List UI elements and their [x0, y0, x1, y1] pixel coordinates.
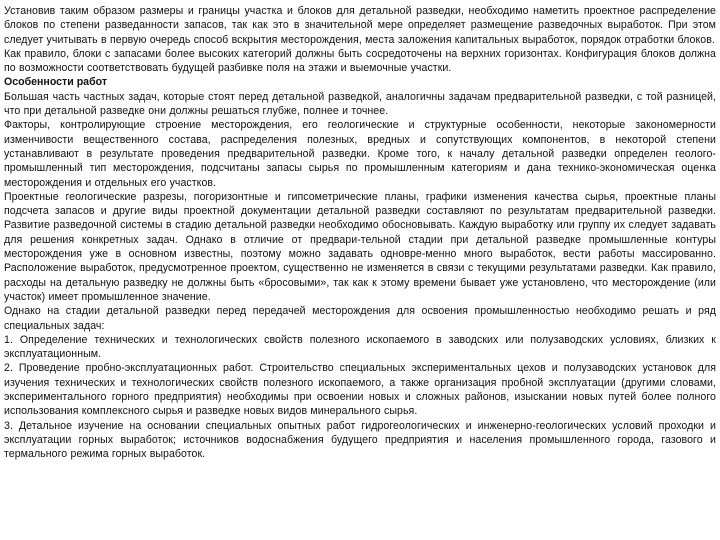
list-item-2: 2. Проведение пробно-эксплуатационных работ. Строительство специальных экспериментальных цехов и полузаводских установок для изучения технических и технологических свойств полезного ископаемого, а также организация пробной эксплуатации (другими словами, экспериментального горного предприятия) необходимы при освоении новых и сложных районов, изыскании новых путей более полного использования комплексного сырья и разведке новых видов минерального сырья. — [4, 362, 716, 418]
list-item-3: 3. Детальное изучение на основании специальных опытных работ гидрогеологических и инженерно-геологических условий проходки и эксплуатации горных выработок; источников водоснабжения будущего предприятия и населения промышленного города, газового и термального режима горных выработок. — [4, 419, 716, 461]
paragraph-tasks: Большая часть частных задач, которые стоят перед детальной разведкой, аналогичны задачам предварительной разведки, с той разницей, что при детальной разведке они должны решаться глубже, полнее и точнее. — [4, 90, 716, 118]
paragraph-block-categories: Как правило, блоки с запасами более высоких категорий должны быть сосредоточены на верхних горизонтах. Конфигурация блоков должна по возможности соответствовать будущей разбивке поля на этажи и выемочные участки. — [4, 47, 716, 75]
paragraph-factors: Факторы, контролирующие строение месторождения, его геологические и структурные особенности, некоторые закономерности изменчивости вещественного состава, распределения полезных, вредных и сопутствующих компонентов, в некоторой степени устанавливают в результате проведения предварительной разведки. Кроме того, к началу детальной разведки определен геолого-промышленный тип месторождения, подсчитаны запасы сырья по промышленным категориям и дана технико-экономическая оценка месторождения и отдельных его участков. — [4, 119, 716, 189]
paragraph-special-tasks-intro: Однако на стадии детальной разведки перед передачей месторождения для освоения промышленностью необходимо решать и ряд специальных задач: — [4, 305, 716, 332]
paragraph-project-sections: Проектные геологические разрезы, погоризонтные и гипсометрические планы, графики изменения качества сырья, проектные планы подсчета запасов и другие виды проектной документации детальной разведки составляют по результатам предварительной разведки. Развитие разведочной системы в стадию детальной разведки необходимо обосновывать. Каждую выработку или группу их следует задавать для решения конкретных задач. Однако в отличие от предвари-тельной стадии при детальной разведке промышленные контуры месторождения уже в основном известны, поэтому можно задавать одновре-менно много выработок, вести работы массированно. Расположение выработок, предусмотренное проектом, существенно не изменяется в связи с текущими результатами разведки. Как правило, расходы на детальную разведку не должны быть «бросовыми», так как к этому времени бывает уже установлено, что месторождение (или участок) имеет промышленное значение. — [4, 190, 716, 303]
document-page — [4, 4, 716, 462]
paragraph-block-sizes: Установив таким образом размеры и границы участка и блоков для детальной разведки, необходимо наметить проектное распределение блоков по степени разведанности запасов, так как это в значительной мере определяет размещение разведочных выработок. При этом следует учитывать в первую очередь способ вскрытия месторождения, места заложения капитальных выработок, порядок отработки блоков. — [4, 5, 716, 46]
section-heading: Особенности работ — [4, 76, 108, 89]
list-item-1: 1. Определение технических и технологических свойств полезного ископаемого в заводских или полузаводских условиях, близких к эксплуатационным. — [4, 333, 716, 361]
